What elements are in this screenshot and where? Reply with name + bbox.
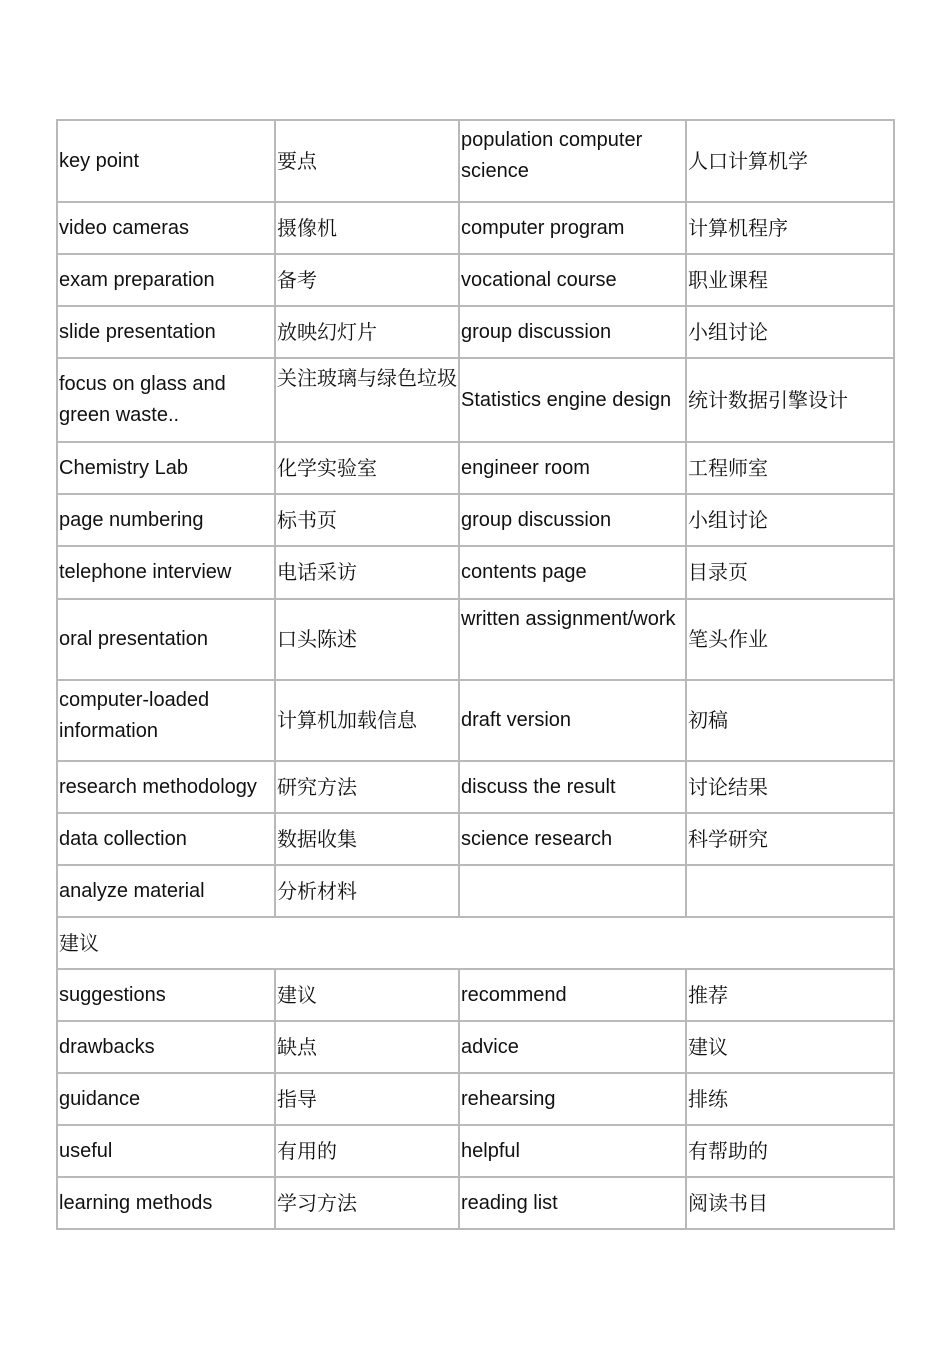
english-term-cell: suggestions — [57, 969, 275, 1021]
english-term-cell: vocational course — [459, 254, 686, 306]
english-term-cell: reading list — [459, 1177, 686, 1229]
chinese-term-cell: 排练 — [686, 1073, 894, 1125]
chinese-term-cell: 研究方法 — [275, 761, 459, 813]
chinese-term-cell: 建议 — [275, 969, 459, 1021]
chinese-term-cell: 关注玻璃与绿色垃圾 — [275, 358, 459, 442]
english-term-cell: slide presentation — [57, 306, 275, 358]
table-row — [57, 813, 894, 865]
chinese-term-cell: 推荐 — [686, 969, 894, 1021]
english-term-cell: contents page — [459, 546, 686, 599]
chinese-term-cell: 电话采访 — [275, 546, 459, 599]
section-title: 建议 — [57, 917, 894, 969]
chinese-term-cell: 指导 — [275, 1073, 459, 1125]
english-term-cell: drawbacks — [57, 1021, 275, 1073]
english-term-cell: telephone interview — [57, 546, 275, 599]
english-term-cell: group discussion — [459, 494, 686, 546]
chinese-term-cell — [686, 865, 894, 917]
table-row — [57, 120, 894, 202]
table-row — [57, 546, 894, 599]
english-term-cell: Statistics engine design — [459, 358, 686, 442]
english-term-cell: written assignment/work — [459, 599, 686, 680]
english-term-cell: exam preparation — [57, 254, 275, 306]
chinese-term-cell: 计算机程序 — [686, 202, 894, 254]
table-row — [57, 202, 894, 254]
chinese-term-cell: 要点 — [275, 120, 459, 202]
chinese-term-cell: 初稿 — [686, 680, 894, 761]
chinese-term-cell: 工程师室 — [686, 442, 894, 494]
english-term-cell: science research — [459, 813, 686, 865]
english-term-cell: oral presentation — [57, 599, 275, 680]
chinese-term-cell: 小组讨论 — [686, 306, 894, 358]
table-row — [57, 442, 894, 494]
english-term-cell: group discussion — [459, 306, 686, 358]
chinese-term-cell: 有用的 — [275, 1125, 459, 1177]
chinese-term-cell: 讨论结果 — [686, 761, 894, 813]
table-row — [57, 1021, 894, 1073]
english-term-cell: page numbering — [57, 494, 275, 546]
chinese-term-cell: 科学研究 — [686, 813, 894, 865]
english-term-cell: advice — [459, 1021, 686, 1073]
chinese-term-cell: 小组讨论 — [686, 494, 894, 546]
table-row — [57, 1073, 894, 1125]
chinese-term-cell: 备考 — [275, 254, 459, 306]
english-term-cell: data collection — [57, 813, 275, 865]
english-term-cell: key point — [57, 120, 275, 202]
chinese-term-cell: 笔头作业 — [686, 599, 894, 680]
chinese-term-cell: 建议 — [686, 1021, 894, 1073]
chinese-term-cell: 学习方法 — [275, 1177, 459, 1229]
english-term-cell: discuss the result — [459, 761, 686, 813]
english-term-cell: engineer room — [459, 442, 686, 494]
table-row — [57, 254, 894, 306]
table-row — [57, 865, 894, 917]
english-term-cell: analyze material — [57, 865, 275, 917]
chinese-term-cell: 数据收集 — [275, 813, 459, 865]
chinese-term-cell: 有帮助的 — [686, 1125, 894, 1177]
english-term-cell: computer program — [459, 202, 686, 254]
english-term-cell: video cameras — [57, 202, 275, 254]
english-term-cell — [459, 865, 686, 917]
english-term-cell: focus on glass and green waste.. — [57, 358, 275, 442]
english-term-cell: learning methods — [57, 1177, 275, 1229]
chinese-term-cell: 标书页 — [275, 494, 459, 546]
english-term-cell: useful — [57, 1125, 275, 1177]
english-term-cell: recommend — [459, 969, 686, 1021]
english-term-cell: guidance — [57, 1073, 275, 1125]
table-row — [57, 969, 894, 1021]
english-term-cell: population computer science — [459, 120, 686, 202]
table-row — [57, 306, 894, 358]
chinese-term-cell: 阅读书目 — [686, 1177, 894, 1229]
table-body — [57, 120, 894, 1229]
chinese-term-cell: 计算机加载信息 — [275, 680, 459, 761]
chinese-term-cell: 人口计算机学 — [686, 120, 894, 202]
chinese-term-cell: 统计数据引擎设计 — [686, 358, 894, 442]
table-row — [57, 1125, 894, 1177]
english-term-cell: computer-loaded information — [57, 680, 275, 761]
english-term-cell: research methodology — [57, 761, 275, 813]
chinese-term-cell: 目录页 — [686, 546, 894, 599]
english-term-cell: Chemistry Lab — [57, 442, 275, 494]
section-header-row — [57, 917, 894, 969]
english-term-cell: draft version — [459, 680, 686, 761]
table-row — [57, 494, 894, 546]
table-row — [57, 358, 894, 442]
chinese-term-cell: 化学实验室 — [275, 442, 459, 494]
vocabulary-table — [56, 119, 895, 1230]
table-row — [57, 680, 894, 761]
chinese-term-cell: 职业课程 — [686, 254, 894, 306]
table-row — [57, 599, 894, 680]
chinese-term-cell: 口头陈述 — [275, 599, 459, 680]
english-term-cell: helpful — [459, 1125, 686, 1177]
english-term-cell: rehearsing — [459, 1073, 686, 1125]
table-row — [57, 1177, 894, 1229]
chinese-term-cell: 摄像机 — [275, 202, 459, 254]
table-row — [57, 761, 894, 813]
chinese-term-cell: 放映幻灯片 — [275, 306, 459, 358]
chinese-term-cell: 缺点 — [275, 1021, 459, 1073]
chinese-term-cell: 分析材料 — [275, 865, 459, 917]
